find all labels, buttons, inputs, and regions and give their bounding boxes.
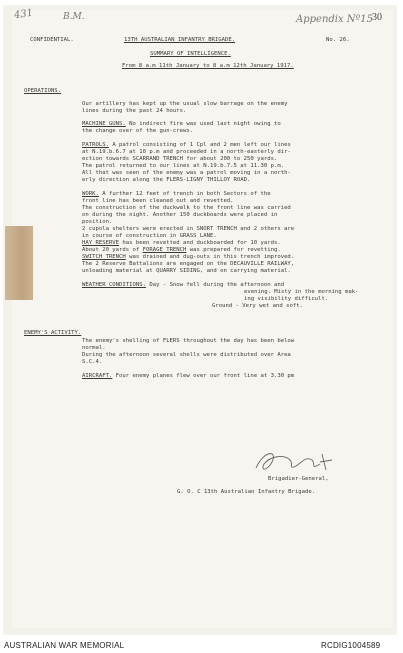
patrols-line: at N.19.b.6.7 at 10 p.m and proceeded in a north-easterly dir- — [82, 149, 291, 155]
weather-line: ing visibility difficult. — [244, 296, 329, 302]
work-line: in course of construction in GRASS LANE. — [82, 233, 217, 239]
enemy-activity-line: The enemy's shelling of FLERS throughout the day has been below — [82, 338, 295, 344]
work-line: HAY RESERVE has been revetted and duckboarded for 10 yards. — [82, 240, 281, 246]
weather-line: evening. Misty in the morning mak- — [244, 289, 359, 295]
aircraft-line: AIRCRAFT. Four enemy planes flew over our front line at 3.30 pm — [82, 373, 295, 379]
weather-line: Ground - Very wet and soft. — [212, 303, 303, 309]
work-line: SWITCH TRENCH was drained and dug-outs in this trench improved. — [82, 254, 295, 260]
work-line: unloading material at QUARRY SIDING, and on carrying material. — [82, 268, 291, 274]
hay-reserve-label: HAY RESERVE — [82, 240, 120, 246]
doc-number: No. 26. — [326, 37, 350, 43]
work-line: The 2 Reserve Battalions are engaged on the DECAUVILLE RAILWAY, — [82, 261, 295, 267]
patrols-label: PATROLS. — [82, 142, 109, 148]
enemy-activity-line: normal. — [82, 345, 106, 351]
operations-intro-line: Our artillery has kept up the usual slow barrage on the enemy — [82, 101, 288, 107]
work-label: WORK. — [82, 191, 99, 197]
weather-line: WEATHER CONDITIONS. Day - Snow fell during the afternoon and — [82, 282, 285, 288]
doc-title: SUMMARY OF INTELLIGENCE. — [150, 51, 231, 57]
page-number: 30 — [372, 12, 382, 23]
operations-heading: OPERATIONS. — [24, 88, 62, 94]
work-line: About 20 yards of FORAGE TRENCH was prepared for revetting. — [82, 247, 281, 253]
aircraft-label: AIRCRAFT. — [82, 373, 113, 379]
machine-guns-line: the change over of the gun-crews. — [82, 128, 194, 134]
corner-number: 431 — [13, 7, 34, 22]
enemy-activity-line: S.C.4. — [82, 359, 103, 365]
signature-title: Brigadier-General, — [268, 476, 329, 482]
handwritten-initials: B.M. — [63, 12, 85, 22]
work-line: WORK. A further 12 feet of trench in both Sectors of the — [82, 191, 271, 197]
patrols-line: PATROLS. A patrol consisting of 1 Cpl and 2 men left our lines — [82, 142, 291, 148]
brigade-name: 13TH AUSTRALIAN INFANTRY BRIGADE. — [124, 37, 236, 43]
machine-guns-label: MACHINE GUNS. — [82, 121, 126, 127]
patrols-line: All that was seen of the enemy was a patrol moving in a north- — [82, 170, 291, 176]
machine-guns-line: MACHINE GUNS. No indirect fire was used last night owing to — [82, 121, 281, 127]
classification: CONFIDENTIAL. — [30, 37, 74, 43]
patrols-line: ection towards SCARRAND TRENCH for about 200 to 250 yards. — [82, 156, 278, 162]
forage-trench-label: FORAGE TRENCH — [142, 247, 187, 253]
signature-command: G. O. C 13th Australian Infantry Brigade. — [177, 489, 316, 495]
enemy-activity-heading: ENEMY'S ACTIVITY. — [24, 330, 82, 336]
switch-trench-label: SWITCH TRENCH — [82, 254, 126, 260]
appendix-note: Appendix Nº15 — [296, 14, 373, 25]
work-line: on during the night. Another 150 duckboards were placed in — [82, 212, 278, 218]
doc-period: From 8 a.m 11th January to 8 a.m 12th January 1917. — [122, 63, 294, 69]
signature-name — [260, 448, 265, 449]
archive-id: RCDIG1004589 — [321, 641, 381, 650]
weather-label: WEATHER CONDITIONS. — [82, 282, 146, 288]
patrols-line: erly direction along the FLERS-LIGNY THILLOY ROAD. — [82, 177, 251, 183]
work-line: The construction of the duckwalk to the front line was carried — [82, 205, 291, 211]
operations-intro-line: lines during the past 24 hours. — [82, 108, 187, 114]
work-line: front line has been cleaned out and revetted. — [82, 198, 234, 204]
patrols-line: The patrol returned to our lines at N.19.b.7.5 at 11.30 p.m. — [82, 163, 285, 169]
work-line: 2 cupola shelters were erected in SNORT TRENCH and 2 others are — [82, 226, 295, 232]
archive-name: AUSTRALIAN WAR MEMORIAL — [4, 641, 125, 650]
adhesive-tape — [5, 226, 33, 300]
enemy-activity-line: During the afternoon several shells were distributed over Area — [82, 352, 291, 358]
work-line: position. — [82, 219, 113, 225]
